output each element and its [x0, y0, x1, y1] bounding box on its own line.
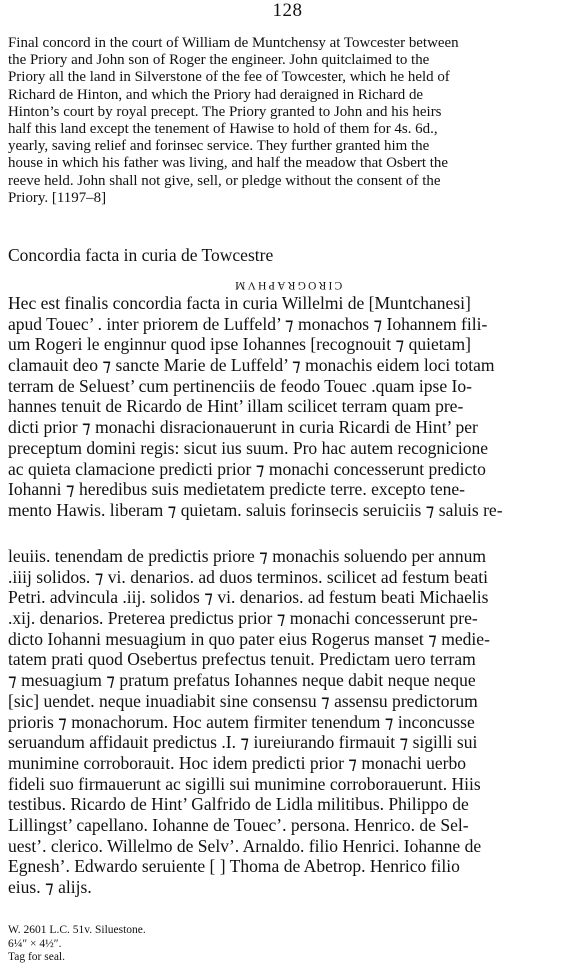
- summary-line: half this land except the tenement of Hawise to hold of them for 4s. 6d.,: [8, 120, 438, 137]
- cirographum-inverted: [0, 278, 575, 292]
- footer-line: 6¼″ × 4½″.: [8, 937, 62, 950]
- summary-line: yearly, saving relief and forinsec service. They further granted him the: [8, 138, 430, 155]
- latin-line: dicto Iohanni mesuagium in quo pater eius Rogerus manset ⁊ medie-: [8, 628, 490, 649]
- footer-line: Tag for seal.: [8, 951, 65, 963]
- latin-line: fideli suo firmauerunt ac sigilli sui munimine corroborauerunt. Hiis: [8, 773, 481, 794]
- latin-line: prioris ⁊ monachorum. Hoc autem firmiter tenendum ⁊ inconcusse: [8, 711, 475, 732]
- latin-line: .iiij solidos. ⁊ vi. denarios. ad duos terminos. scilicet ad festum beati: [8, 566, 489, 587]
- summary-line: Richard de Hinton, and which the Priory had deraigned in Richard de: [8, 86, 424, 103]
- english-summary: [8, 35, 570, 207]
- footer-line: W. 2601 L.C. 51v. Siluestone.: [8, 924, 146, 936]
- latin-line: Egnesh’. Edwardo seruiente [ ] Thoma de Abetrop. Henrico filio: [8, 856, 460, 877]
- latin-line: testibus. Ricardo de Hint’ Galfrido de Lidla militibus. Philippo de: [8, 794, 469, 815]
- latin-line: terram de Seluest’ cum pertinenciis de feodo Touec .quam ipse Io-: [8, 375, 472, 396]
- latin-line: .xij. denarios. Preterea predictus prior ⁊ monachi concesserunt pre-: [8, 608, 478, 629]
- latin-line: Hec est finalis concordia facta in curia Willelmi de [Muntchanesi]: [8, 293, 471, 313]
- latin-line: leuiis. tenendam de predictis priore ⁊ monachis soluendo per annum: [8, 546, 487, 566]
- summary-line: Priory all the land in Silverstone of the fee of Towcester, which he held of: [8, 69, 450, 86]
- latin-line: hannes tenuit de Ricardo de Hint’ illam scilicet terram quam pre-: [8, 396, 464, 417]
- latin-line: mento Hawis. liberam ⁊ quietam. saluis forinsecis seruiciis ⁊ saluis re-: [8, 499, 503, 520]
- summary-line: the Priory and John son of Roger the engineer. John quitclaimed to the: [8, 52, 430, 69]
- latin-line: [sic] uendet. neque inuadiabit sine consensu ⁊ assensu predictorum: [8, 690, 478, 711]
- latin-line: munimine corroborauit. Hoc idem predicti prior ⁊ monachi uerbo: [8, 752, 467, 773]
- latin-line: Petri. advincula .iij. solidos ⁊ vi. denarios. ad festum beati Michaelis: [8, 587, 489, 608]
- latin-line: tatem prati quod Osebertus prefectus tenuit. Predictam uero terram: [8, 649, 476, 670]
- latin-text-upper: [8, 293, 570, 521]
- summary-line: Priory. [1197–8]: [8, 189, 107, 206]
- latin-line: Lillingst’ capellano. Iohanne de Touec’. persona. Henrico. de Sel-: [8, 814, 469, 835]
- latin-line: dicti prior ⁊ monachi disracionauerunt in curia Ricardi de Hint’ per: [8, 417, 478, 438]
- latin-line: clamauit deo ⁊ sancte Marie de Luffeld’ ⁊ monachis eidem loci totam: [8, 355, 495, 376]
- latin-line: seruandum affidauit predictus .I. ⁊ iureiurando firmauit ⁊ sigilli sui: [8, 732, 478, 753]
- fold-line: [8, 543, 570, 544]
- latin-line: um Rogeri le enginnur quod ipse Iohannes [recognouit ⁊ quietam]: [8, 334, 471, 355]
- charter-heading: Concordia facta in curia de Towcestre: [8, 245, 274, 265]
- latin-line: eius. ⁊ alijs.: [8, 877, 92, 897]
- latin-line: preceptum domini regis: sicut ius suum. Pro hac autem recognicione: [8, 437, 489, 458]
- latin-line: ⁊ mesuagium ⁊ pratum prefatus Iohannes neque dabit neque neque: [8, 670, 476, 691]
- latin-text-lower: [8, 546, 570, 898]
- summary-line: reeve held. John shall not give, sell, or pledge without the consent of the: [8, 172, 441, 189]
- page-number: 128: [272, 0, 303, 21]
- summary-line: house in which his father was living, and half the meadow that Osbert the: [8, 155, 448, 172]
- latin-line: Iohanni ⁊ heredibus suis medietatem predicte terre. excepto tene-: [8, 479, 466, 500]
- latin-line: apud Touec’ . inter priorem de Luffeld’ ⁊ monachos ⁊ Iohannem fili-: [8, 313, 488, 334]
- summary-line: Hinton’s court by royal precept. The Priory granted to John and his heirs: [8, 103, 442, 120]
- archival-note: [8, 924, 308, 965]
- cirographum-text: CIROGRAPHVM: [232, 279, 343, 291]
- latin-line: ac quieta clamacione predicti prior ⁊ monachi concesserunt predicto: [8, 458, 486, 479]
- latin-line: uest’. clerico. Willelmo de Selv’. Arnaldo. filio Henrici. Iohanne de: [8, 835, 482, 856]
- summary-line: Final concord in the court of William de Muntchensy at Towcester between: [8, 35, 459, 51]
